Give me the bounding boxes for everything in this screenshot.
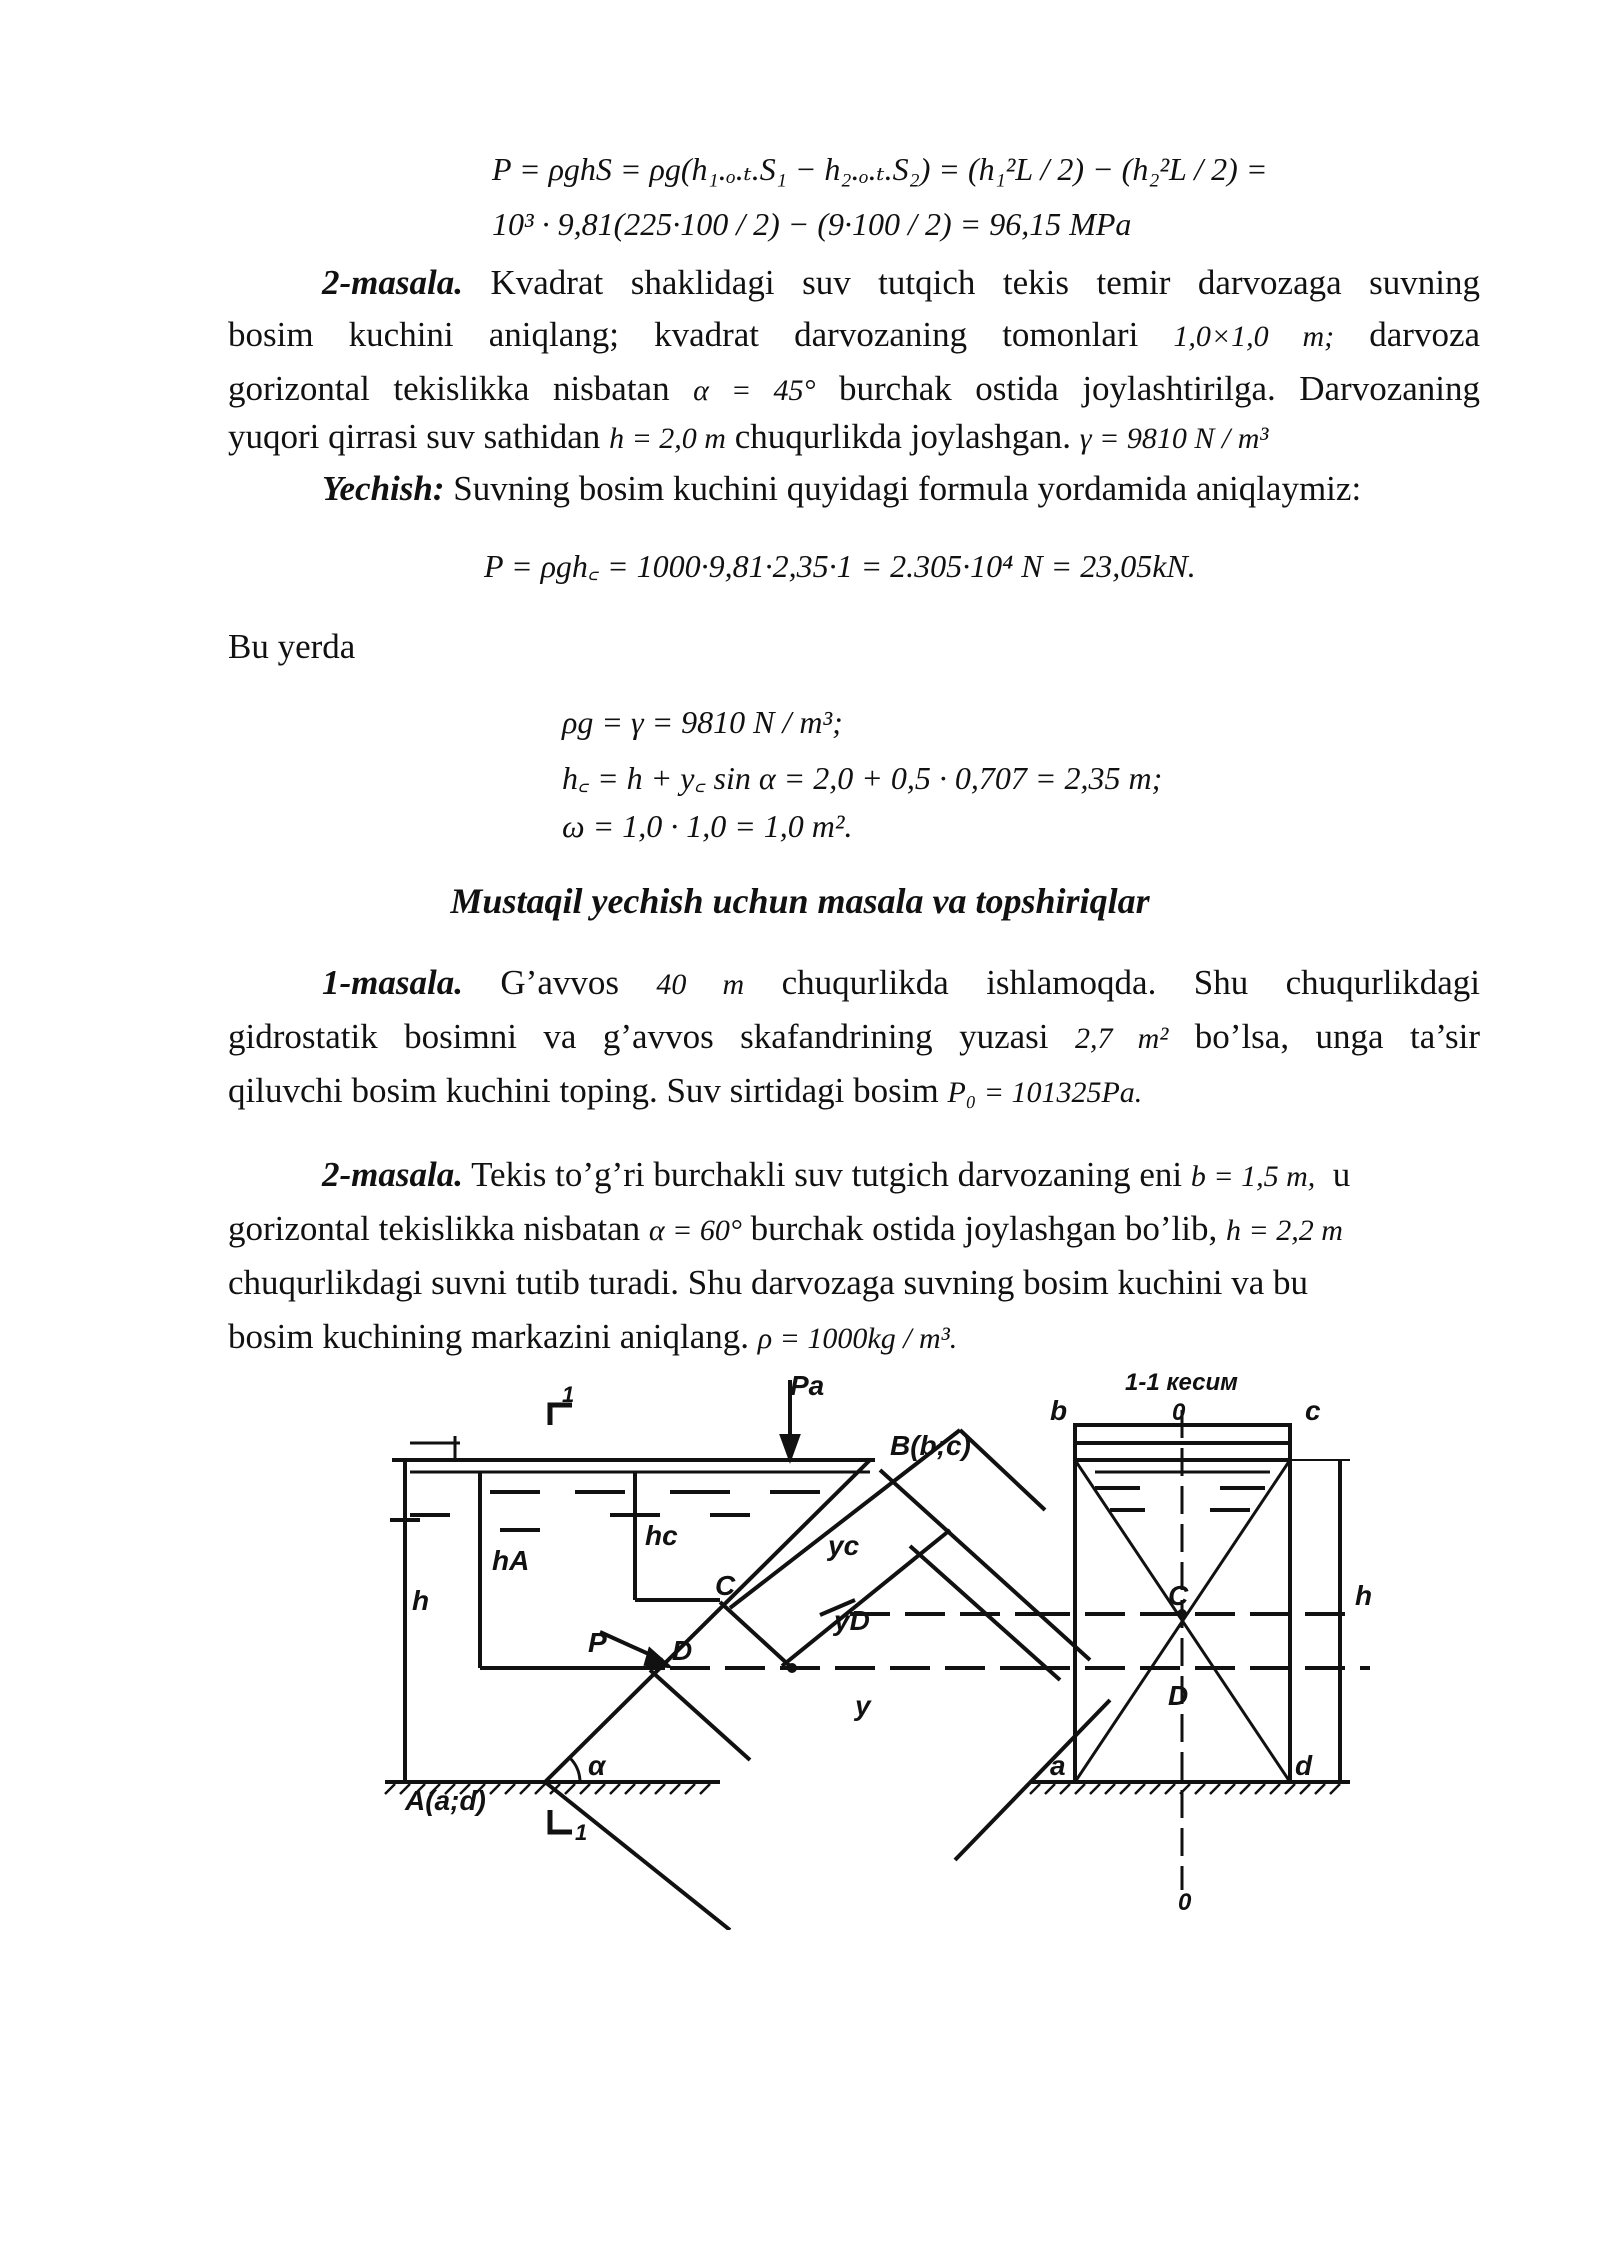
bu-yerda: Bu yerda [228,627,356,666]
label-section-mark-bottom: 1 [575,1820,588,1845]
label-hc: hc [645,1520,678,1551]
problem2-line-2: bosim kuchini aniqlang; kvadrat darvozaning tomonlari 1,0×1,0 m; darvoza [228,315,1481,354]
task2-line-3: chuqurlikdagi suvni tutib turadi. Shu darvozaga suvning bosim kuchini va bu [228,1263,1308,1302]
problem2-line-4: yuqori qirrasi suv sathidan h = 2,0 m chuqurlikda joylashgan. γ = 9810 N / m³ [228,417,1269,456]
task1-line-1: 1-masala. G’avvos 40 m chuqurlikda ishlamoqda. Shu chuqurlikdagi [322,963,1480,1002]
label-section-d: D [1168,1680,1189,1711]
task2-line-2: gorizontal tekislikka nisbatan α = 60° burchak ostida joylashgan bo’lib, h = 2,2 m [228,1209,1343,1248]
formula-omega: ω = 1,0 · 1,0 = 1,0 m². [562,808,853,844]
task2-line-1: 2-masala. Tekis to’g’ri burchakli suv tutgich darvozaning eni b = 1,5 m, u [322,1155,1351,1194]
label-pa: Pa [790,1370,825,1401]
label-a: a [1050,1750,1066,1781]
formula-hc: h꜀ = h + y꜀ sin α = 2,0 + 0,5 · 0,707 = 2,35 m; [562,760,1163,796]
formula-rho-g: ρg = γ = 9810 N / m³; [562,704,843,740]
label-yc: yc [828,1530,860,1561]
label-section-title: 1-1 кесим [1125,1370,1238,1396]
task1-line-2: gidrostatik bosimni va g’avvos skafandrining yuzasi 2,7 m² bo’lsa, unga ta’sir [228,1017,1481,1056]
label-ha: hA [492,1545,530,1576]
label-yd: yD [834,1605,870,1636]
label-a-point: A(a;d) [405,1785,486,1816]
label-zero-bottom: 0 [1178,1889,1192,1916]
label-h: h [412,1585,430,1616]
task1-line-3: qiluvchi bosim kuchini toping. Suv sirtidagi bosim P₀ = 101325Pa. [228,1071,1143,1110]
problem2-label: 2-masala. [322,263,463,302]
section-heading: Mustaqil yechish uchun masala va topshiriqlar [450,881,1150,921]
problem2-line-1: 2-masala. Kvadrat shaklidagi suv tutqich tekis temir darvozaga suvning [322,263,1480,302]
label-b: b [1050,1395,1068,1426]
label-c: C [715,1570,736,1601]
label-d: D [672,1635,693,1666]
label-section-h: h [1355,1580,1373,1611]
label-y: y [855,1690,871,1721]
solution-label: Yechish: [322,469,445,508]
label-section-mark-top: 1 [562,1382,575,1407]
task2-line-4: bosim kuchining markazini aniqlang. ρ = 1000kg / m³. [228,1317,958,1356]
label-b-point: B(b;c) [890,1430,971,1461]
gate-diagram [350,1370,1480,1930]
label-p: P [588,1627,607,1658]
problem2-line-3: gorizontal tekislikka nisbatan α = 45° burchak ostida joylashtirilga. Darvozaning [228,369,1481,408]
label-alpha: α [588,1750,606,1781]
label-d-low: d [1295,1750,1313,1781]
center-of-pressure-point [787,1663,797,1673]
formula-line-2: 10³ · 9,81(225·100 / 2) − (9·100 / 2) = 96,15 MPa [492,206,1132,242]
formula-line-1: P = ρghS = ρg(h₁.ₒ.ₜ.S₁ − h₂.ₒ.ₜ.S₂) = (h₁²L / 2) − (h₂²L / 2) = [492,151,1268,187]
solution-intro: Yechish: Suvning bosim kuchini quyidagi formula yordamida aniqlaymiz: [322,469,1362,508]
solution-formula: P = ρgh꜀ = 1000·9,81·2,35·1 = 2.305·10⁴ N = 23,05kN. [484,548,1196,584]
label-section-c: C [1168,1580,1189,1611]
label-zero-top: 0 [1172,1399,1186,1426]
label-c-low: c [1305,1395,1321,1426]
